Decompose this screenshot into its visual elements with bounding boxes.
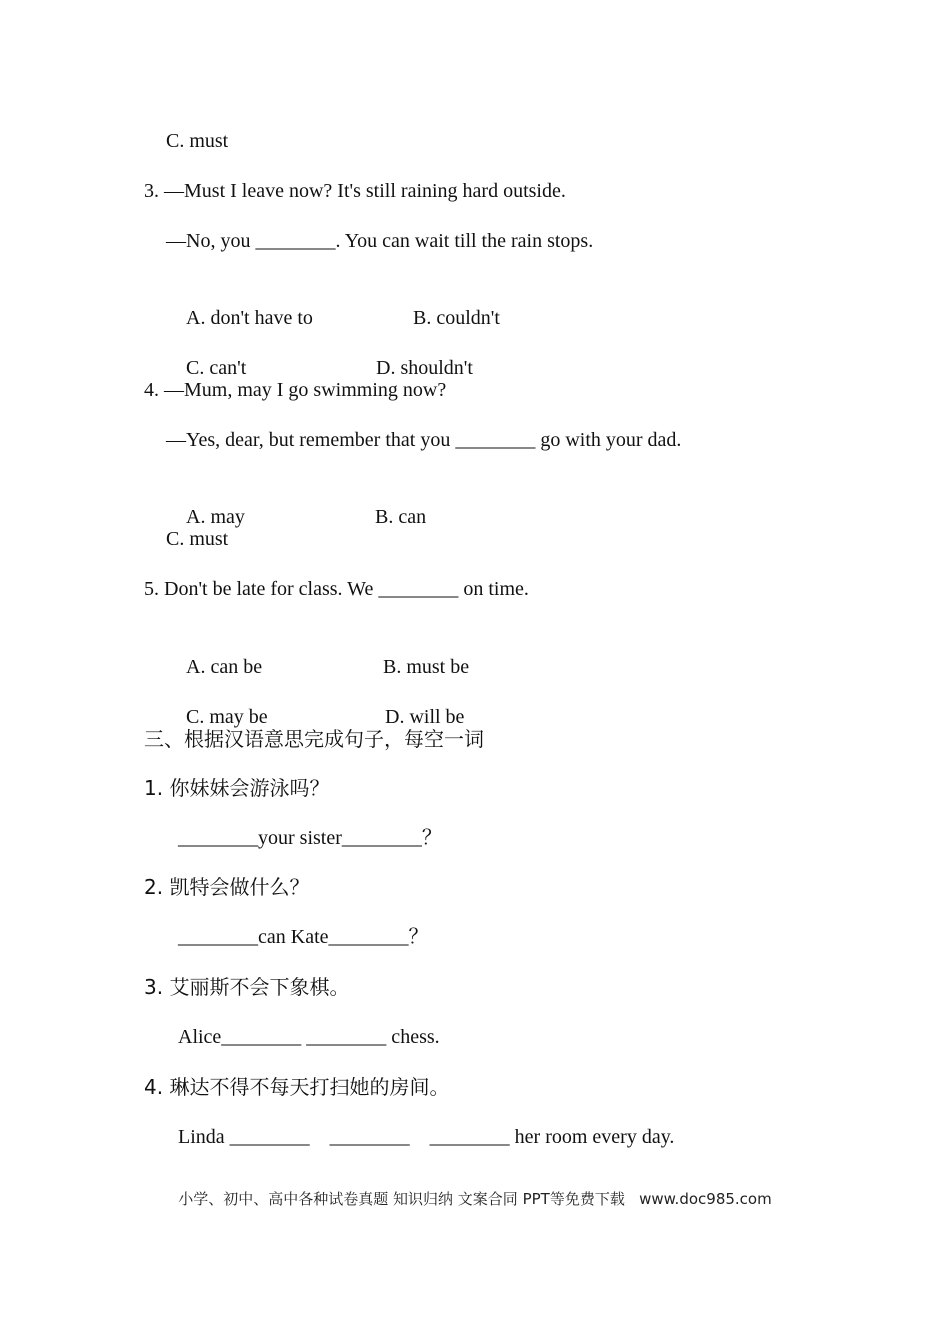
q4-stem: 4. —Mum, may I go swimming now?: [144, 379, 447, 401]
s3-item4-answer: Linda ________ ________ ________ her room every day.: [178, 1126, 675, 1148]
q3-reply: —No, you ________. You can wait till the rain stops.: [166, 230, 594, 252]
q5-option-d: D. will be: [385, 706, 465, 728]
s3-item3-prompt: 3. 艾丽斯不会下象棋。: [144, 975, 350, 999]
q5-option-a: A. can be: [186, 656, 263, 678]
q5-option-c: C. may be: [186, 706, 268, 728]
q3-option-c: C. can't: [186, 357, 247, 379]
section3-heading: 三、根据汉语意思完成句子，每空一词: [144, 727, 484, 751]
q4-reply: —Yes, dear, but remember that you ________ go with your dad.: [166, 429, 682, 451]
s3-item4-prompt: 4. 琳达不得不每天打扫她的房间。: [144, 1075, 450, 1099]
q5-option-b: B. must be: [383, 656, 470, 678]
q4-option-c: C. must: [166, 528, 229, 550]
s3-item2-prompt: 2. 凯特会做什么？: [144, 875, 310, 899]
s3-item1-answer: ________your sister________？: [178, 827, 442, 849]
s3-item3-answer: Alice________ ________ chess.: [178, 1026, 440, 1048]
page-footer: 小学、初中、高中各种试卷真题 知识归纳 文案合同 PPT等免费下载 www.doc985.com: [178, 1190, 772, 1208]
q4-option-a: A. may: [186, 506, 245, 528]
s3-item2-answer: ________can Kate________？: [178, 926, 429, 948]
q2-option-c: C. must: [166, 130, 229, 152]
q4-option-b: B. can: [375, 506, 427, 528]
q3-stem: 3. —Must I leave now? It's still raining hard outside.: [144, 180, 566, 202]
q3-option-b: B. couldn't: [413, 307, 500, 329]
q3-option-a: A. don't have to: [186, 307, 313, 329]
q5-stem: 5. Don't be late for class. We ________ on time.: [144, 578, 529, 600]
s3-item1-prompt: 1. 你妹妹会游泳吗？: [144, 776, 330, 800]
q3-option-d: D. shouldn't: [376, 357, 473, 379]
